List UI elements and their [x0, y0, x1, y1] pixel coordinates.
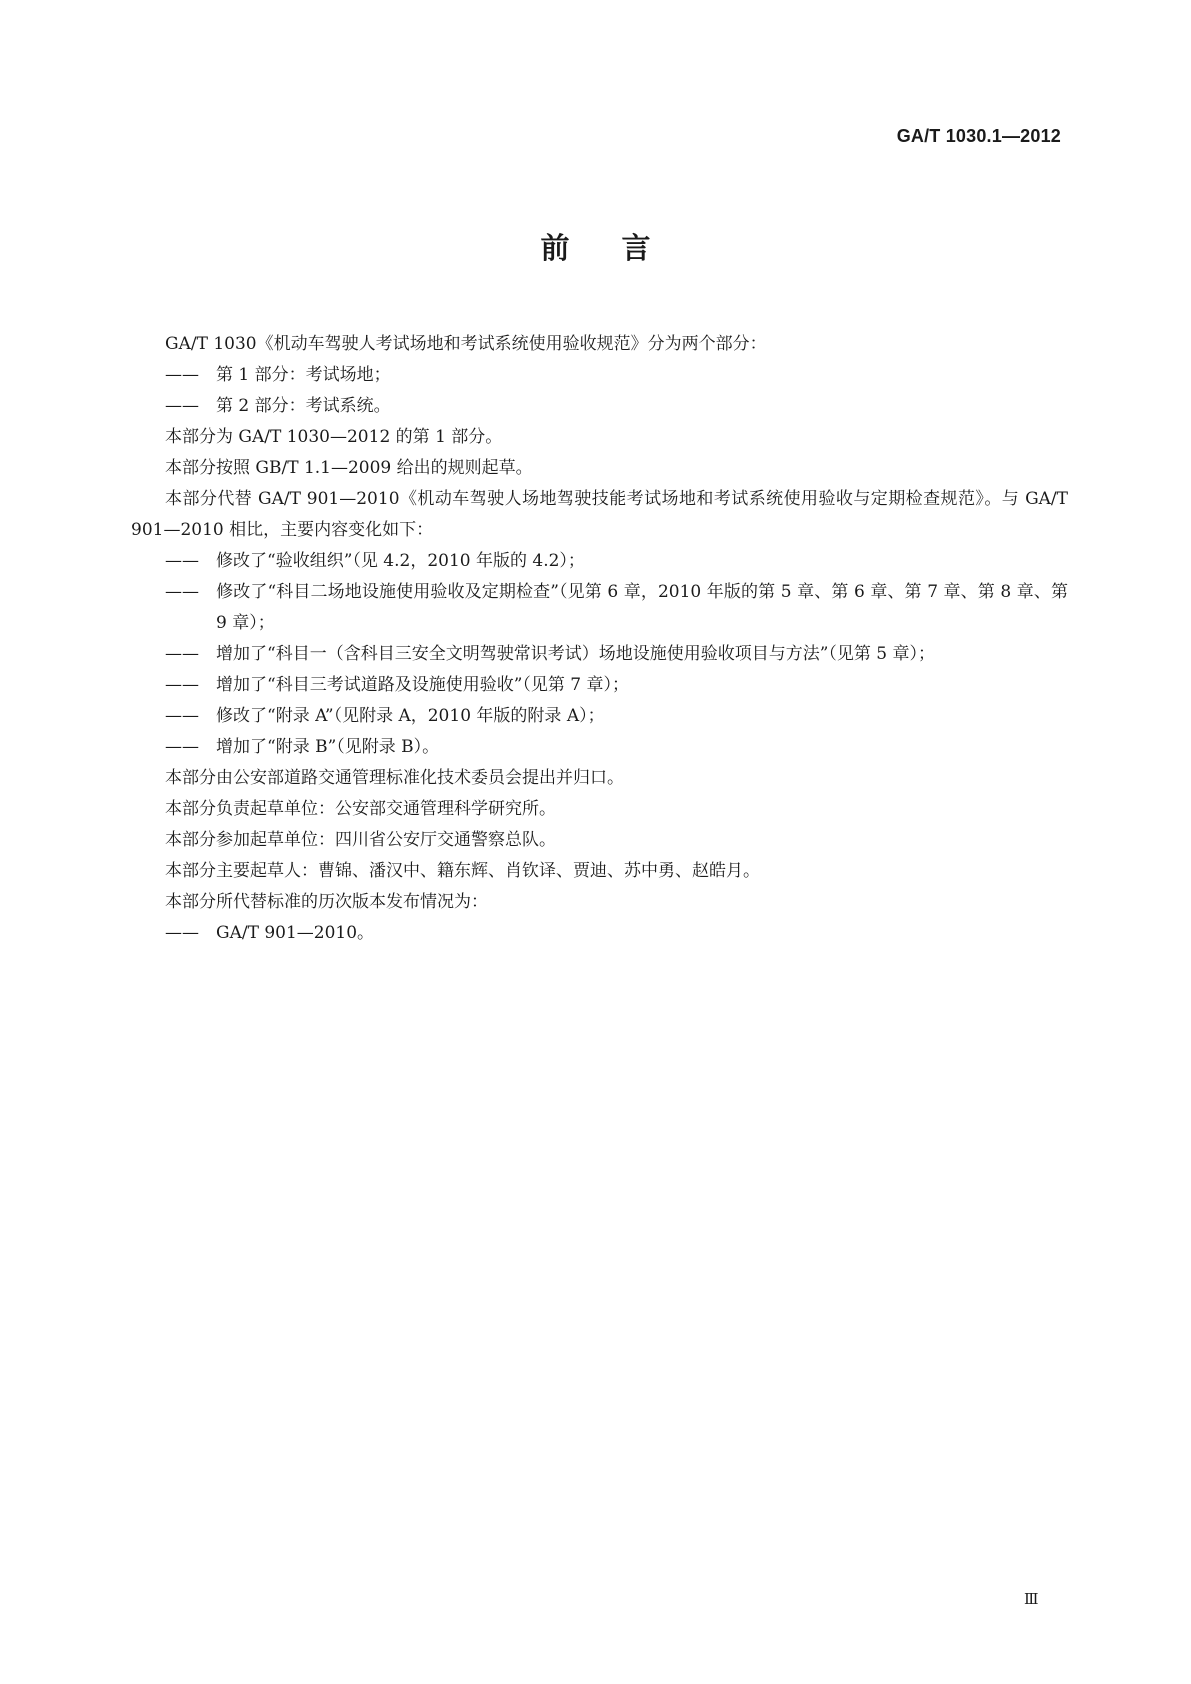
dash-marker: ——	[165, 551, 199, 571]
dash-marker: ——	[165, 396, 199, 416]
list-item-text: 增加了“附录 B”（见附录 B）。	[216, 737, 440, 757]
list-item	[131, 360, 1068, 391]
list-item	[131, 732, 1068, 763]
document-number: GA/T 1030.1—2012	[896, 126, 1061, 146]
foreword-paragraph: 本部分代替 GA/T 901—2010《机动车驾驶人场地驾驶技能考试场地和考试系统使用验收与定期检查规范》。与 GA/T 901—2010 相比，主要内容变化如下：	[131, 489, 1068, 540]
list-item-text: 增加了“科目三考试道路及设施使用验收”（见第 7 章）；	[216, 675, 630, 695]
dash-marker: ——	[165, 365, 199, 385]
foreword-paragraph: GA/T 1030《机动车驾驶人考试场地和考试系统使用验收规范》分为两个部分：	[165, 334, 767, 354]
list-item	[131, 546, 1068, 577]
foreword-paragraph: 本部分参加起草单位：四川省公安厅交通警察总队。	[165, 830, 556, 850]
dash-marker: ——	[165, 706, 199, 726]
list-item	[131, 639, 1068, 670]
dash-marker: ——	[165, 644, 199, 664]
list-item-text: 增加了“科目一（含科目三安全文明驾驶常识考试）场地设施使用验收项目与方法”（见第 5 章）；	[216, 644, 936, 664]
foreword-paragraph: 本部分由公安部道路交通管理标准化技术委员会提出并归口。	[165, 768, 624, 788]
dash-marker: ——	[165, 737, 199, 757]
list-item-text: 第 1 部分：考试场地；	[216, 365, 391, 385]
page-title: 前言	[540, 231, 703, 265]
foreword-paragraph: 本部分主要起草人：曹锦、潘汉中、籍东辉、肖钦译、贾迪、苏中勇、赵皓月。	[165, 861, 760, 881]
list-item-text: GA/T 901—2010。	[216, 923, 375, 943]
list-item	[131, 670, 1068, 701]
foreword-paragraph: 本部分为 GA/T 1030—2012 的第 1 部分。	[165, 427, 503, 447]
foreword-paragraph: 本部分所代替标准的历次版本发布情况为：	[165, 892, 488, 912]
list-item	[131, 391, 1068, 422]
list-item-text: 修改了“科目二场地设施使用验收及定期检查”（见第 6 章，2010 年版的第 5 章、第 6 章、第 7 章、第 8 章、第 9 章）；	[216, 582, 1068, 633]
dash-marker: ——	[165, 675, 199, 695]
foreword-paragraph: 本部分按照 GB/T 1.1—2009 给出的规则起草。	[165, 458, 533, 478]
dash-marker: ——	[165, 923, 199, 943]
list-item	[131, 577, 1068, 639]
list-item-text: 修改了“验收组织”（见 4.2，2010 年版的 4.2）；	[216, 551, 585, 571]
list-item	[131, 918, 1068, 949]
foreword-body	[131, 329, 1068, 949]
list-item	[131, 701, 1068, 732]
page-number: Ⅲ	[1024, 1590, 1039, 1608]
list-item-text: 修改了“附录 A”（见附录 A，2010 年版的附录 A）；	[216, 706, 605, 726]
dash-marker: ——	[165, 582, 199, 602]
list-item-text: 第 2 部分：考试系统。	[216, 396, 391, 416]
foreword-paragraph: 本部分负责起草单位：公安部交通管理科学研究所。	[165, 799, 556, 819]
